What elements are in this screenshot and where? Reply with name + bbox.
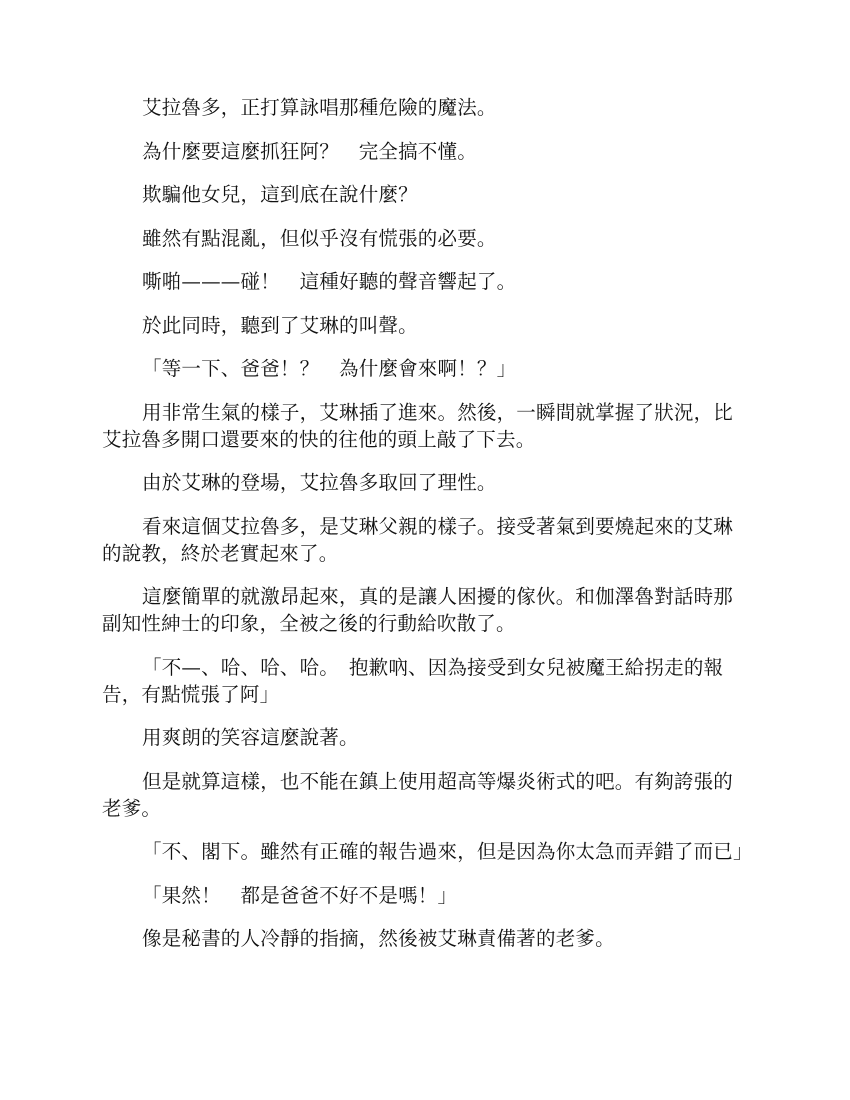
paragraph: 「不—、哈、哈、哈。 抱歉吶、因為接受到女兒被魔王給拐走的報告，有點慌張了阿」 [102, 655, 724, 706]
paragraph: 但是就算這樣，也不能在鎮上使用超高等爆炎術式的吧。有夠誇張的老爹。 [102, 769, 734, 820]
paragraph: 用爽朗的笑容這麼說著。 [142, 726, 359, 749]
paragraph: 於此同時，聽到了艾琳的叫聲。 [142, 313, 418, 337]
paragraph: 這麼簡單的就激昂起來，真的是讓人困擾的傢伙。和伽澤魯對話時那副知性紳士的印象，全被之後的行動給吹散了。 [102, 585, 734, 635]
paragraph: 欺騙他女兒，這到底在說什麼？ [142, 183, 418, 206]
paragraph: 像是秘書的人冷靜的指摘，然後被艾琳責備著的老爹。 [142, 927, 615, 950]
paragraph: 「果然！ 都是爸爸不好不是嗎！」 [142, 883, 458, 907]
paragraph: 艾拉魯多，正打算詠唱那種危險的魔法。 [142, 96, 497, 119]
paragraph: 「等一下、爸爸！？ 為什麼會來啊！？」 [142, 357, 517, 380]
paragraph: 用非常生氣的樣子，艾琳插了進來。然後，一瞬間就掌握了狀況，比艾拉魯多開口還要來的快的往他的頭上敲了下去。 [102, 400, 734, 451]
paragraph: 由於艾琳的登場，艾拉魯多取回了理性。 [142, 471, 497, 494]
paragraph: 看來這個艾拉魯多，是艾琳父親的樣子。接受著氣到要燒起來的艾琳的說教，終於老實起來了。 [102, 514, 734, 565]
paragraph: 為什麼要這麼抓狂阿？ 完全搞不懂。 [142, 139, 477, 163]
paragraph: 雖然有點混亂，但似乎沒有慌張的必要。 [142, 226, 497, 250]
paragraph: 嘶啪———碰！ 這種好聽的聲音響起了。 [142, 270, 517, 293]
story-text [102, 94, 753, 952]
paragraph: 「不、閣下。雖然有正確的報告過來，但是因為你太急而弄錯了而已」 [142, 840, 753, 863]
